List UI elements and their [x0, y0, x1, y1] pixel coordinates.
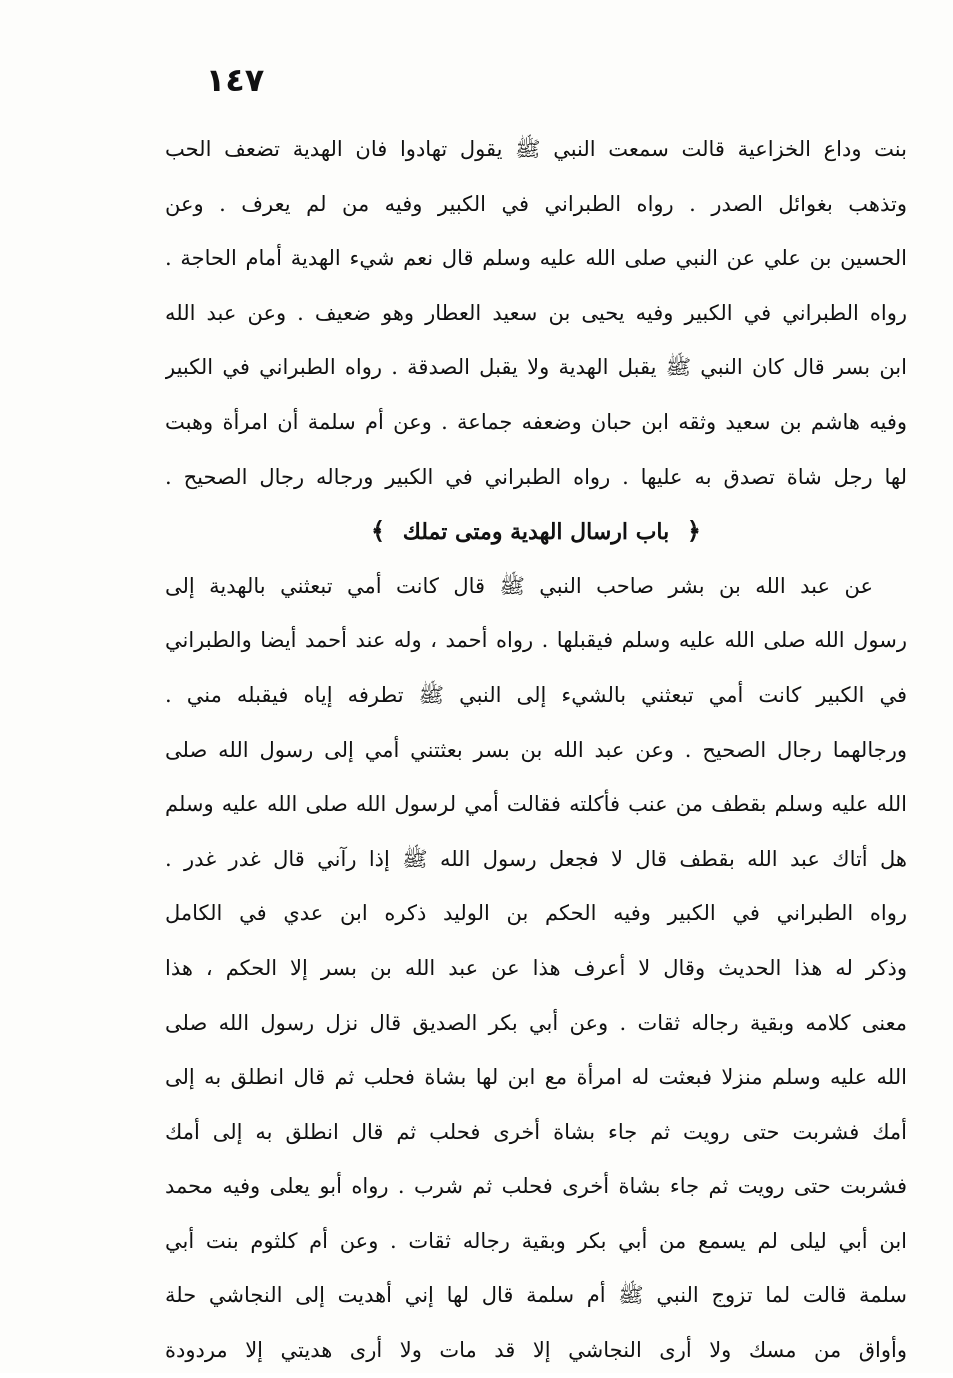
text-line: عن عبد الله بن بشر صاحب النبي ﷺ قال كانت أمي تبعثني بالهدية إلى [165, 573, 873, 598]
text-line: رواه الطبراني في الكبير وفيه يحيى بن سعيد العطار وهو ضعيف . وعن عبد الله [165, 300, 907, 325]
chapter-heading [165, 504, 907, 559]
text-line: هل أتاك عبد الله بقطف قال لا فجعل رسول الله ﷺ إذا رآني قال غدر غدر . [165, 846, 907, 871]
text-line: معنى كلامه وبقية رجاله ثقات . وعن أبي بكر الصديق قال نزل رسول الله صلى [165, 1010, 907, 1035]
text-line: فشربت حتى رويت ثم جاء بشاة أخرى فحلب ثم شرب . رواه أبو يعلى وفيه محمد [165, 1174, 907, 1199]
text-line: أمك فشربت حتى رويت ثم جاء بشاة أخرى فحلب ثم قال انطلق به إلى أمك [165, 1119, 907, 1144]
page-number: ١٤٧ [205, 61, 265, 99]
heading-open-bracket: ﴿ [686, 517, 701, 546]
text-line: الله عليه وسلم بقطف من عنب فأكلته فقالت أمي لرسول الله صلى الله عليه وسلم [165, 792, 907, 817]
text-line: رواه الطبراني في الكبير وفيه الحكم بن الوليد ذكره ابن عدي في الكامل [165, 901, 907, 926]
text-line: وفيه هاشم بن سعيد وثقه ابن حبان وضعفه جماعة . وعن أم سلمة أن امرأة وهبت [165, 409, 907, 434]
paragraph-1 [165, 122, 907, 504]
text-line: ابن أبي ليلى لم يسمع من أبي بكر وبقية رجاله ثقات . وعن أم كلثوم بنت أبي [165, 1228, 907, 1253]
text-line: وذكر له هذا الحديث وقال لا أعرف هذا عن عبد الله بن بسر إلا الحكم ، هذا [165, 955, 907, 980]
text-line: وأواق من مسك ولا أرى النجاشي إلا قد مات ولا أرى هديتي إلا مردودة [165, 1338, 907, 1363]
paragraph-2 [165, 559, 907, 1378]
text-line: الحسين بن علي عن النبي صلى الله عليه وسلم قال نعم شيء الهدية أمام الحاجة . [165, 246, 907, 271]
main-text [165, 122, 907, 1378]
text-line: ورجالهما رجال الصحيح . وعن عبد الله بن بسر بعثتني أمي إلى رسول الله صلى [165, 737, 907, 762]
heading-close-bracket: ﴾ [371, 517, 386, 546]
text-line: وتذهب بغوائل الصدر . رواه الطبراني في الكبير وفيه من لم يعرف . وعن [165, 191, 907, 216]
text-line: سلمة قالت لما تزوج النبي ﷺ أم سلمة قال لها إني أهديت إلى النجاشي حلة [165, 1283, 907, 1308]
text-line: ابن بسر قال كان النبي ﷺ يقبل الهدية ولا يقبل الصدقة . رواه الطبراني في الكبير [165, 355, 907, 380]
heading-title: باب ارسال الهدية ومتى تملك [402, 519, 670, 546]
text-line: لها رجل شاة تصدق به عليها . رواه الطبراني في الكبير ورجاله رجال الصحيح . [165, 464, 907, 489]
text-line: بنت وداع الخزاعية قالت سمعت النبي ﷺ يقول تهادوا فان الهدية تضعف الحب [165, 137, 907, 161]
text-line: رسول الله صلى الله عليه وسلم فيقبلها . رواه أحمد ، وله عند أحمد أيضا والطبراني [165, 628, 907, 653]
text-line: في الكبير كانت أمي تبعثني بالشيء إلى النبي ﷺ تطرفه إياه فيقبله مني . [165, 682, 907, 707]
text-line: الله عليه وسلم منزلا فبعثت له امرأة مع ابن لها بشاة فحلب ثم قال انطلق به إلى [165, 1065, 907, 1090]
